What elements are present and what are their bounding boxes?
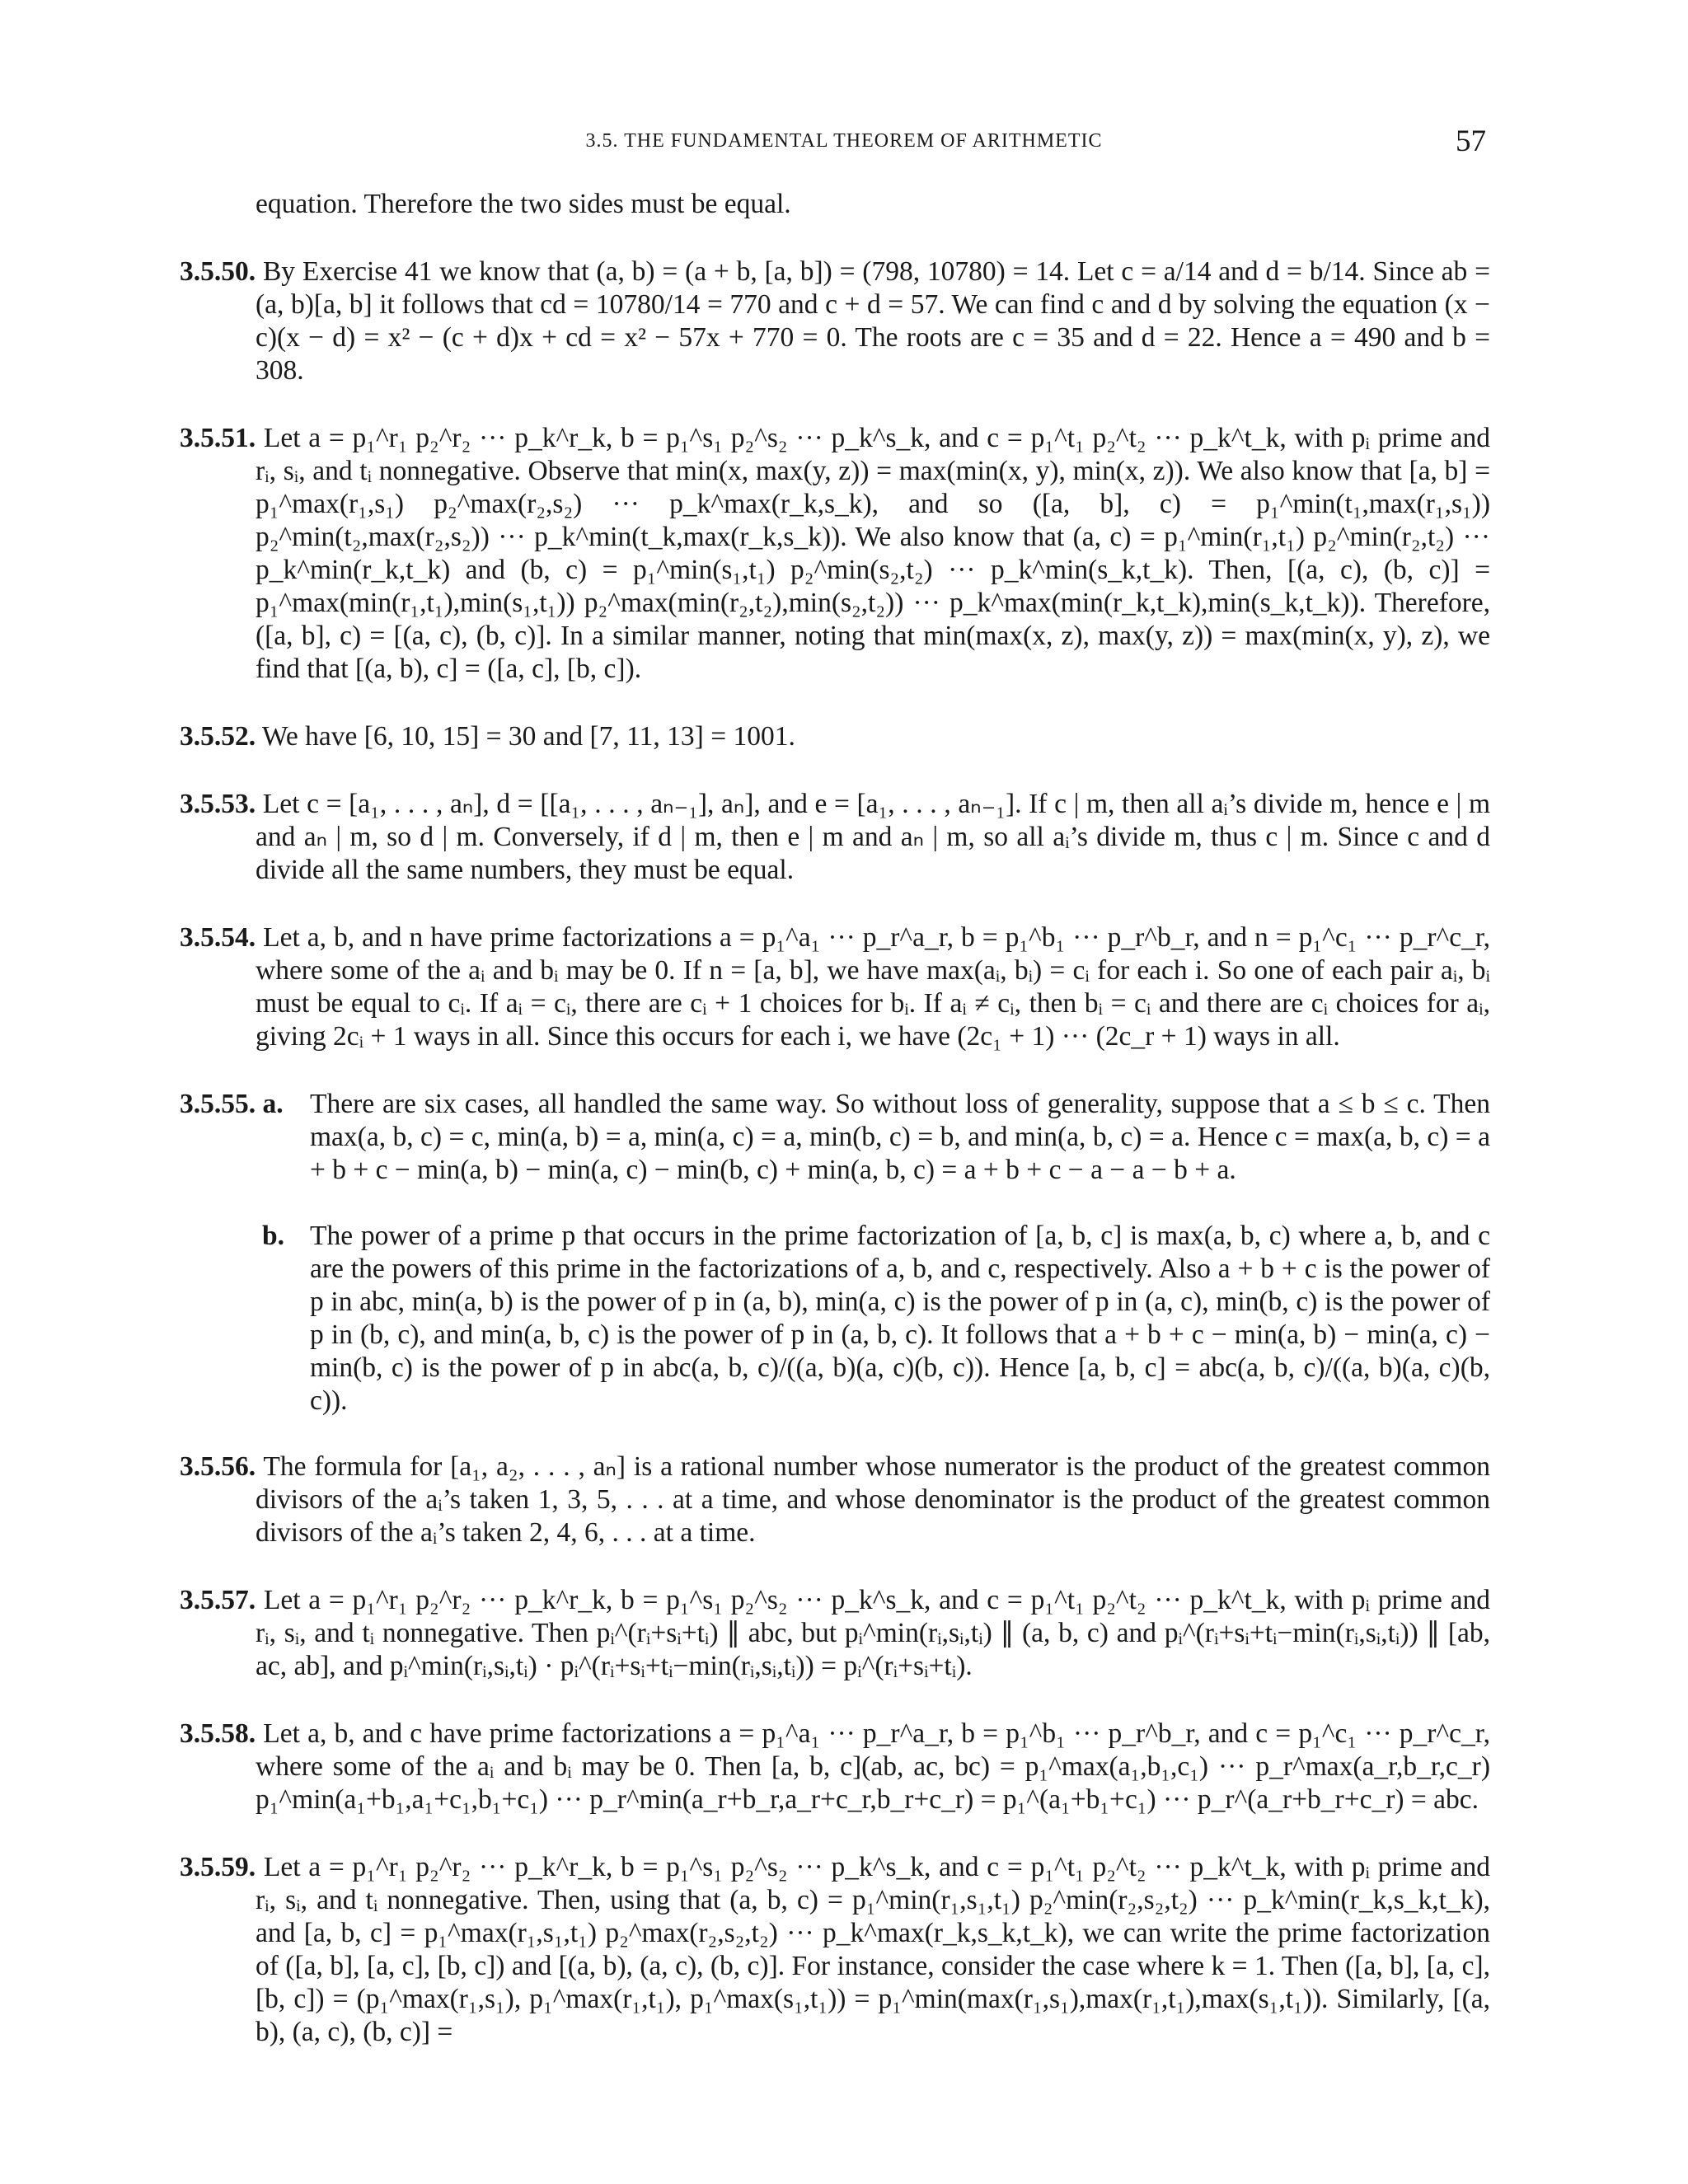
solution-3-5-55 bbox=[180, 1088, 1490, 1418]
solution-3-5-51 bbox=[180, 422, 1490, 686]
solution-text: We have [6, 10, 15] = 30 and [7, 11, 13] = 1001. bbox=[261, 721, 795, 752]
solution-number: 3.5.55. bbox=[180, 1089, 256, 1119]
solution-part-b bbox=[180, 1220, 1490, 1418]
solution-number: 3.5.52. bbox=[180, 721, 256, 752]
solution-3-5-54 bbox=[180, 921, 1490, 1053]
solution-3-5-53 bbox=[180, 788, 1490, 887]
solution-3-5-52 bbox=[180, 720, 1490, 753]
solution-part-a bbox=[180, 1088, 1490, 1187]
solution-number: 3.5.59. bbox=[180, 1852, 256, 1882]
solution-text: Let a, b, and c have prime factorizations a = p₁^a₁ ··· p_r^a_r, b = p₁^b₁ ··· p_r^b_r, and c = p₁^c₁ ··· p_r^c_r, where some of the aᵢ and bᵢ may be 0. Then [a, b, c](ab, ac, bc) = p₁^max(a₁,b₁,c₁) ··· p_r^max(a_r,b_r,c_r) p₁^min(a₁+b₁,a₁+c₁,b₁+c₁) ··· p_r^min(a_r+b_r,a_r+c_r,b_r+c_r) = p₁^(a₁+b₁+c₁) ··· p_r^(a_r+b_r+c_r) = abc. bbox=[256, 1718, 1490, 1815]
solution-text: Let c = [a₁, . . . , aₙ], d = [[a₁, . . . , aₙ₋₁], aₙ], and e = [a₁, . . . , aₙ₋₁]. If c | m, then all aᵢ’s divide m, hence e | m and aₙ | m, so d | m. Conversely, if d | m, then e | m and aₙ | m, so all aᵢ’s divide m, thus c | m. Since c and d divide all the same numbers, they must be equal. bbox=[256, 789, 1491, 885]
solution-number: 3.5.53. bbox=[180, 789, 256, 819]
continued-text: equation. Therefore the two sides must be equal. bbox=[256, 189, 791, 219]
solution-number: 3.5.57. bbox=[180, 1585, 256, 1615]
solution-text: Let a = p₁^r₁ p₂^r₂ ··· p_k^r_k, b = p₁^s₁ p₂^s₂ ··· p_k^s_k, and c = p₁^t₁ p₂^t₂ ··· p_k^t_k, with pᵢ prime and rᵢ, sᵢ, and tᵢ nonnegative. Then, using that (a, b, c) = p₁^min(r₁,s₁,t₁) p₂^min(r₂,s₂,t₂) ··· p_k^min(r_k,s_k,t_k), and [a, b, c] = p₁^max(r₁,s₁,t₁) p₂^max(r₂,s₂,t₂) ··· p_k^max(r_k,s_k,t_k), we can write the prime factorization of ([a, b], [a, c], [b, c]) and [(a, b), (a, c), (b, c)]. For instance, consider the case where k = 1. Then ([a, b], [a, c], [b, c]) = (p₁^max(r₁,s₁), p₁^max(r₁,t₁), p₁^max(s₁,t₁)) = p₁^min(max(r₁,s₁),max(r₁,t₁),max(s₁,t₁)). Similarly, [(a, b), (a, c), (b, c)] = bbox=[256, 1852, 1490, 2047]
solution-text: Let a, b, and n have prime factorizations a = p₁^a₁ ··· p_r^a_r, b = p₁^b₁ ··· p_r^b_r, and n = p₁^c₁ ··· p_r^c_r, where some of the aᵢ and bᵢ may be 0. If n = [a, b], we have max(aᵢ, bᵢ) = cᵢ for each i. So one of each pair aᵢ, bᵢ must be equal to cᵢ. If aᵢ = cᵢ, there are cᵢ + 1 choices for bᵢ. If aᵢ ≠ cᵢ, then bᵢ = cᵢ and there are cᵢ choices for aᵢ, giving 2cᵢ + 1 ways in all. Since this occurs for each i, we have (2c₁ + 1) ··· (2c_r + 1) ways in all. bbox=[256, 922, 1491, 1052]
solution-3-5-58 bbox=[180, 1718, 1490, 1816]
solution-part-a-label bbox=[180, 1088, 310, 1187]
solution-3-5-56 bbox=[180, 1451, 1490, 1549]
solution-3-5-57 bbox=[180, 1584, 1490, 1683]
running-title: 3.5. THE FUNDAMENTAL THEOREM OF ARITHMETIC bbox=[585, 130, 1103, 152]
page-number: 57 bbox=[1456, 124, 1486, 158]
solution-text: Let a = p₁^r₁ p₂^r₂ ··· p_k^r_k, b = p₁^s₁ p₂^s₂ ··· p_k^s_k, and c = p₁^t₁ p₂^t₂ ··· p_k^t_k, with pᵢ prime and rᵢ, sᵢ, and tᵢ nonnegative. Observe that min(x, max(y, z)) = max(min(x, y), min(x, z)). We also know that [a, b] = p₁^max(r₁,s₁) p₂^max(r₂,s₂) ··· p_k^max(r_k,s_k), and so ([a, b], c) = p₁^min(t₁,max(r₁,s₁)) p₂^min(t₂,max(r₂,s₂)) ··· p_k^min(t_k,max(r_k,s_k)). We also know that (a, c) = p₁^min(r₁,t₁) p₂^min(r₂,t₂) ··· p_k^min(r_k,t_k) and (b, c) = p₁^min(s₁,t₁) p₂^min(s₂,t₂) ··· p_k^min(s_k,t_k). Then, [(a, c), (b, c)] = p₁^max(min(r₁,t₁),min(s₁,t₁)) p₂^max(min(r₂,t₂),min(s₂,t₂)) ··· p_k^max(min(r_k,t_k),min(s_k,t_k)). Therefore, ([a, b], c) = [(a, c), (b, c)]. In a similar manner, noting that min(max(x, z), max(y, z)) = max(min(x, y), z), we find that [(a, b), c] = ([a, c], [b, c]). bbox=[256, 423, 1490, 684]
solution-3-5-59 bbox=[180, 1851, 1490, 2049]
solution-text: The formula for [a₁, a₂, . . . , aₙ] is a rational number whose numerator is the product of the greatest common divisors of the aᵢ’s taken 1, 3, 5, . . . at a time, and whose denominator is the product of the greatest common divisors of the aᵢ’s taken 2, 4, 6, . . . at a time. bbox=[256, 1451, 1490, 1548]
solution-text: Let a = p₁^r₁ p₂^r₂ ··· p_k^r_k, b = p₁^s₁ p₂^s₂ ··· p_k^s_k, and c = p₁^t₁ p₂^t₂ ··· p_k^t_k, with pᵢ prime and rᵢ, sᵢ, and tᵢ nonnegative. Then pᵢ^(rᵢ+sᵢ+tᵢ) ∥ abc, but pᵢ^min(rᵢ,sᵢ,tᵢ) ∥ (a, b, c) and pᵢ^(rᵢ+sᵢ+tᵢ−min(rᵢ,sᵢ,tᵢ)) ∥ [ab, ac, ab], and pᵢ^min(rᵢ,sᵢ,tᵢ) · pᵢ^(rᵢ+sᵢ+tᵢ−min(rᵢ,sᵢ,tᵢ)) = pᵢ^(rᵢ+sᵢ+tᵢ). bbox=[256, 1585, 1490, 1681]
solution-number: 3.5.54. bbox=[180, 922, 256, 953]
solution-number: 3.5.58. bbox=[180, 1718, 256, 1749]
solution-number: 3.5.51. bbox=[180, 423, 256, 453]
solution-3-5-50 bbox=[180, 255, 1490, 387]
part-text: The power of a prime p that occurs in the prime factorization of [a, b, c] is max(a, b, c) where a, b, and c are the powers of this prime in the factorizations of a, b, and c, respectively. Also a + b + c is the power of p in abc, min(a, b) is the power of p in (a, b), min(a, c) is the power of p in (a, c), min(b, c) is the power of p in (b, c), and min(a, b, c) is the power of p in (a, b, c). It follows that a + b + c − min(a, b) − min(a, c) − min(b, c) is the power of p in abc(a, b, c)/((a, b)(a, c)(b, c)). Hence [a, b, c] = abc(a, b, c)/((a, b)(a, c)(b, c)). bbox=[310, 1221, 1490, 1416]
solution-number: 3.5.56. bbox=[180, 1451, 256, 1482]
part-label: b. bbox=[262, 1221, 285, 1251]
solution-text: By Exercise 41 we know that (a, b) = (a + b, [a, b]) = (798, 10780) = 14. Let c = a/14 and d = b/14. Since ab = (a, b)[a, b] it follows that cd = 10780/14 = 770 and c + d = 57. We can find c and d by solving the equation (x − c)(x − d) = x² − (c + d)x + cd = x² − 57x + 770 = 0. The roots are c = 35 and d = 22. Hence a = 490 and b = 308. bbox=[256, 256, 1490, 386]
part-text: There are six cases, all handled the same way. So without loss of generality, suppose that a ≤ b ≤ c. Then max(a, b, c) = c, min(a, b) = a, min(a, c) = a, min(b, c) = b, and min(a, b, c) = a. Hence c = max(a, b, c) = a + b + c − min(a, b) − min(a, c) − min(b, c) + min(a, b, c) = a + b + c − a − a − b + a. bbox=[310, 1089, 1490, 1185]
solution-number: 3.5.50. bbox=[180, 256, 256, 287]
solutions-body bbox=[180, 188, 1490, 2083]
part-label: a. bbox=[262, 1089, 284, 1119]
running-header bbox=[0, 124, 1688, 157]
